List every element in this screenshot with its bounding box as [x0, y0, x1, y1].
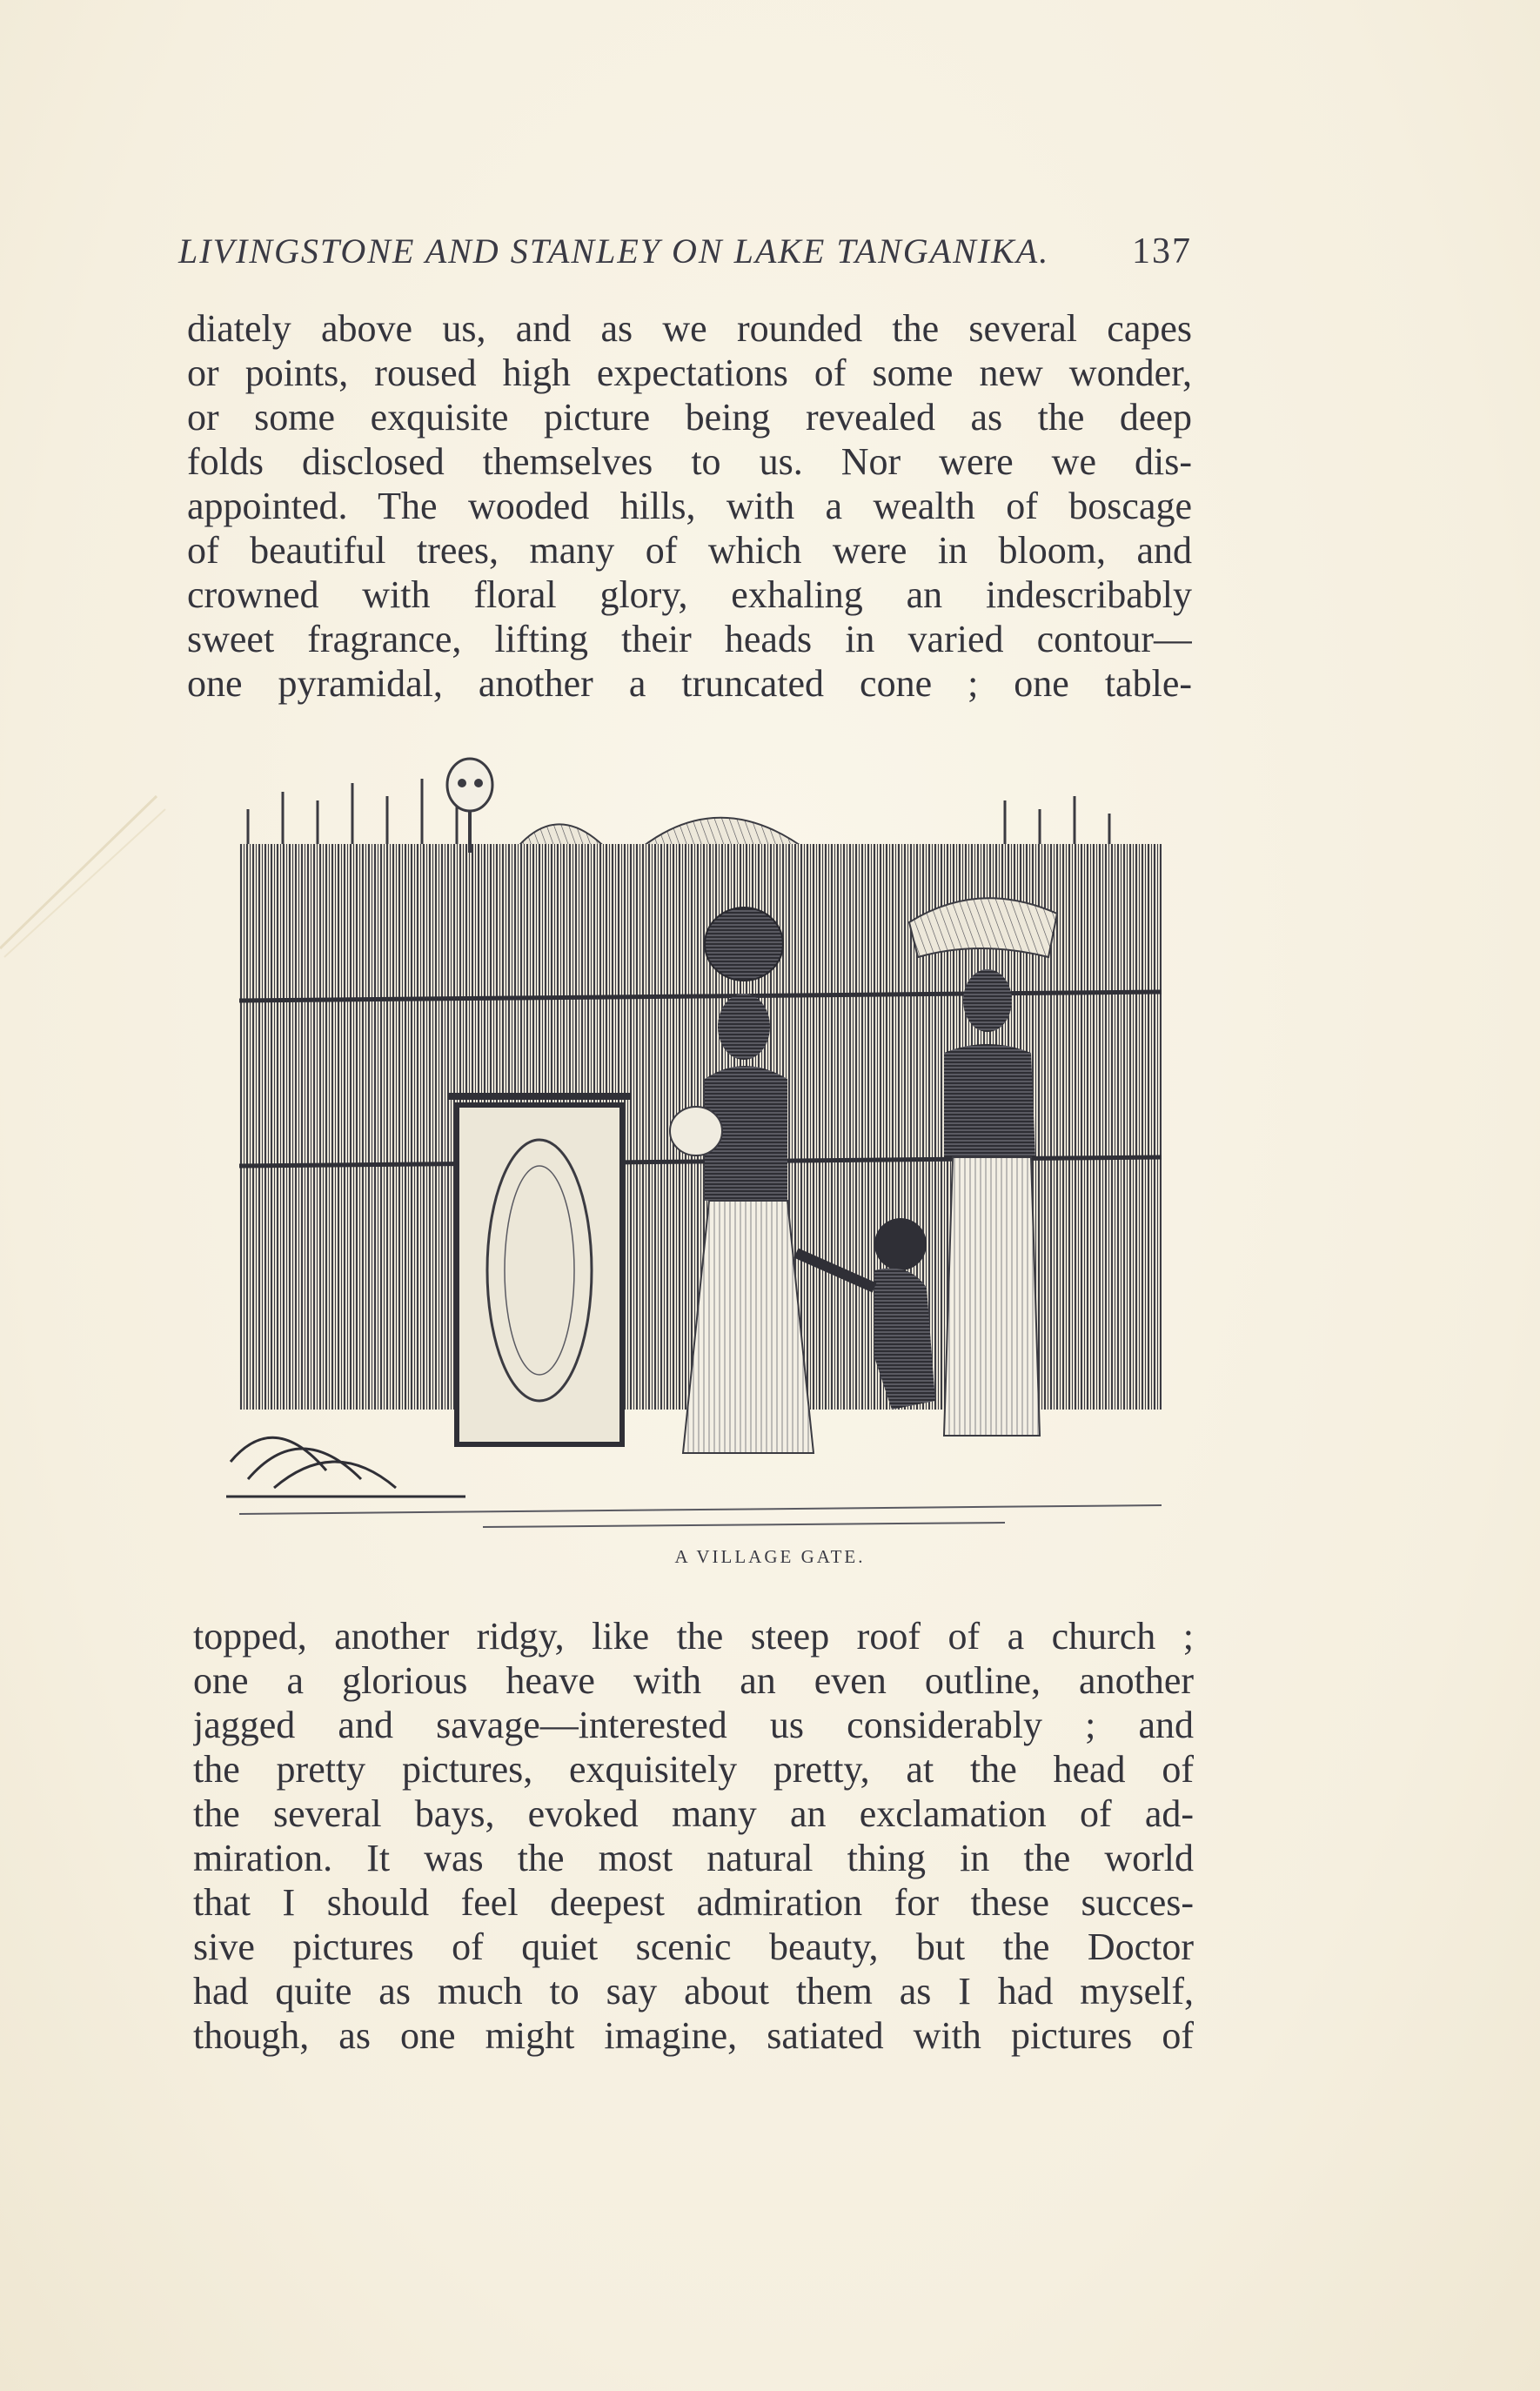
running-head-title: LIVINGSTONE AND STANLEY ON LAKE TANGANIKA. [178, 231, 1050, 271]
text-line: though, as one might imagine, satiated with pictures of [193, 2014, 1194, 2057]
text-line: one a glorious heave with an even outline, another [193, 1659, 1194, 1702]
text-line: crowned with floral glory, exhaling an indescribably [187, 573, 1192, 616]
text-line: folds disclosed themselves to us. Nor were we dis- [187, 440, 1192, 483]
text-line: one pyramidal, another a truncated cone ; one table- [187, 662, 1192, 705]
ground-line [239, 1505, 1162, 1527]
page-number: 137 [1132, 231, 1192, 271]
page-crease-mark [0, 783, 174, 974]
text-line: diately above us, and as we rounded the several capes [187, 307, 1192, 350]
text-line: appointed. The wooded hills, with a wealth of boscage [187, 485, 1192, 527]
text-line: miration. It was the most natural thing in the world [193, 1837, 1194, 1879]
text-line: had quite as much to say about them as I had myself, [193, 1970, 1194, 2013]
text-line: of beautiful trees, many of which were in bloom, and [187, 529, 1192, 572]
text-line: the several bays, evoked many an exclamation of ad- [193, 1792, 1194, 1835]
paragraph-top [187, 306, 1192, 706]
text-line: or some exquisite picture being revealed as the deep [187, 396, 1192, 439]
running-head [178, 231, 1192, 283]
text-line: jagged and savage—interested us considerably ; and [193, 1704, 1194, 1746]
text-line: sweet fragrance, lifting their heads in varied contour— [187, 618, 1192, 660]
village-gate-engraving [222, 748, 1179, 1531]
skull-on-stake [447, 759, 492, 853]
text-line: or points, roused high expectations of some new wonder, [187, 352, 1192, 394]
paragraph-bottom [193, 1614, 1194, 2058]
village-gate [448, 1096, 631, 1444]
figure-caption: A VILLAGE GATE. [674, 1546, 866, 1567]
text-line: sive pictures of quiet scenic beauty, but the Doctor [193, 1926, 1194, 1968]
foreground-grass [226, 1437, 465, 1497]
text-line: that I should feel deepest admiration for these succes- [193, 1881, 1194, 1924]
text-line: the pretty pictures, exquisitely pretty, at the head of [193, 1748, 1194, 1791]
text-line: topped, another ridgy, like the steep roof of a church ; [193, 1615, 1194, 1658]
